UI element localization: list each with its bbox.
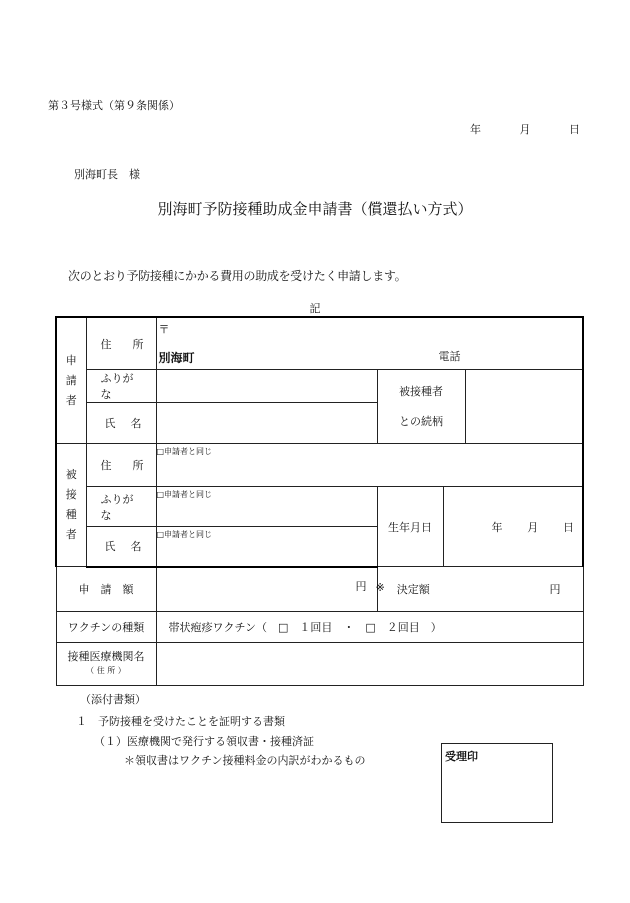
- applicant-furigana-field[interactable]: [156, 370, 377, 403]
- decided-label: 決定額: [396, 583, 430, 596]
- date-year: 年: [470, 123, 481, 136]
- institution-field[interactable]: [156, 643, 583, 686]
- intro-text: 次のとおり予防接種にかかる費用の助成を受けたく申請します。: [68, 269, 407, 283]
- vaccine-type-field[interactable]: 帯状疱疹ワクチン（ □ １回目 ・ □ ２回目 ）: [156, 612, 583, 643]
- recipient-furigana-field[interactable]: [156, 487, 377, 527]
- amount-field[interactable]: 円: [156, 567, 377, 612]
- attachment-item-1: １ 予防接種を受けたことを証明する書類: [76, 715, 285, 728]
- attachment-item-1-1: （１）医療機関で発行する領収書・接種済証: [94, 735, 314, 748]
- decided-mark: ※: [375, 581, 385, 594]
- decided-amount-field: [377, 567, 583, 612]
- institution-label: 接種医療機関名 （ 住 所 ）: [56, 643, 156, 686]
- form-number: 第３号様式（第９条関係）: [48, 99, 180, 112]
- recipient-address-field[interactable]: [156, 444, 583, 487]
- relation-label: 被接種者 との続柄: [377, 370, 465, 444]
- phone-label: 電話: [438, 350, 461, 363]
- same-as-applicant-furigana[interactable]: □申請者と同じ: [156, 490, 213, 499]
- same-as-applicant-name[interactable]: □申請者と同じ: [156, 530, 213, 539]
- receipt-stamp-box: [441, 743, 553, 823]
- town-name: 別海町: [158, 351, 195, 365]
- ki-mark: 記: [309, 302, 321, 315]
- applicant-name-label: 氏 名: [86, 403, 156, 444]
- addressee: 別海町長 様: [74, 168, 140, 181]
- recipient-address-label: 住 所: [86, 444, 156, 487]
- attachment-note: ＊領収書はワクチン接種料金の内訳がわかるもの: [124, 754, 366, 767]
- postal-mark: 〒: [158, 323, 170, 336]
- decided-yen: 円: [549, 583, 561, 596]
- attachments-heading: （添付書類）: [80, 693, 146, 706]
- vaccine-label: ワクチンの種類: [56, 612, 156, 643]
- date-month: 月: [519, 123, 531, 136]
- date-day: 日: [569, 123, 580, 136]
- date-line: [470, 121, 580, 137]
- recipient-group-label: 被 接 種 者: [56, 444, 86, 567]
- application-form-table: [55, 316, 584, 686]
- birth-date-field[interactable]: 年 月 日: [443, 487, 583, 567]
- applicant-furigana-label: ふりがな: [86, 370, 156, 403]
- recipient-name-field[interactable]: [156, 527, 377, 567]
- recipient-name-label: 氏 名: [86, 527, 156, 567]
- amount-label: 申 請 額: [56, 567, 156, 612]
- recipient-furigana-label: ふりがな: [86, 487, 156, 527]
- birth-date-label: 生年月日: [377, 487, 443, 567]
- applicant-group-label: 申 請 者: [56, 317, 86, 444]
- receipt-stamp-label: 受理印: [445, 750, 478, 763]
- document-title: 別海町予防接種助成金申請書（償還払い方式）: [157, 200, 473, 218]
- applicant-address-field[interactable]: [156, 317, 583, 370]
- applicant-name-field[interactable]: [156, 403, 377, 444]
- relation-field[interactable]: [465, 370, 583, 444]
- applicant-address-label: 住 所: [86, 317, 156, 370]
- same-as-applicant-address[interactable]: □申請者と同じ: [156, 447, 213, 456]
